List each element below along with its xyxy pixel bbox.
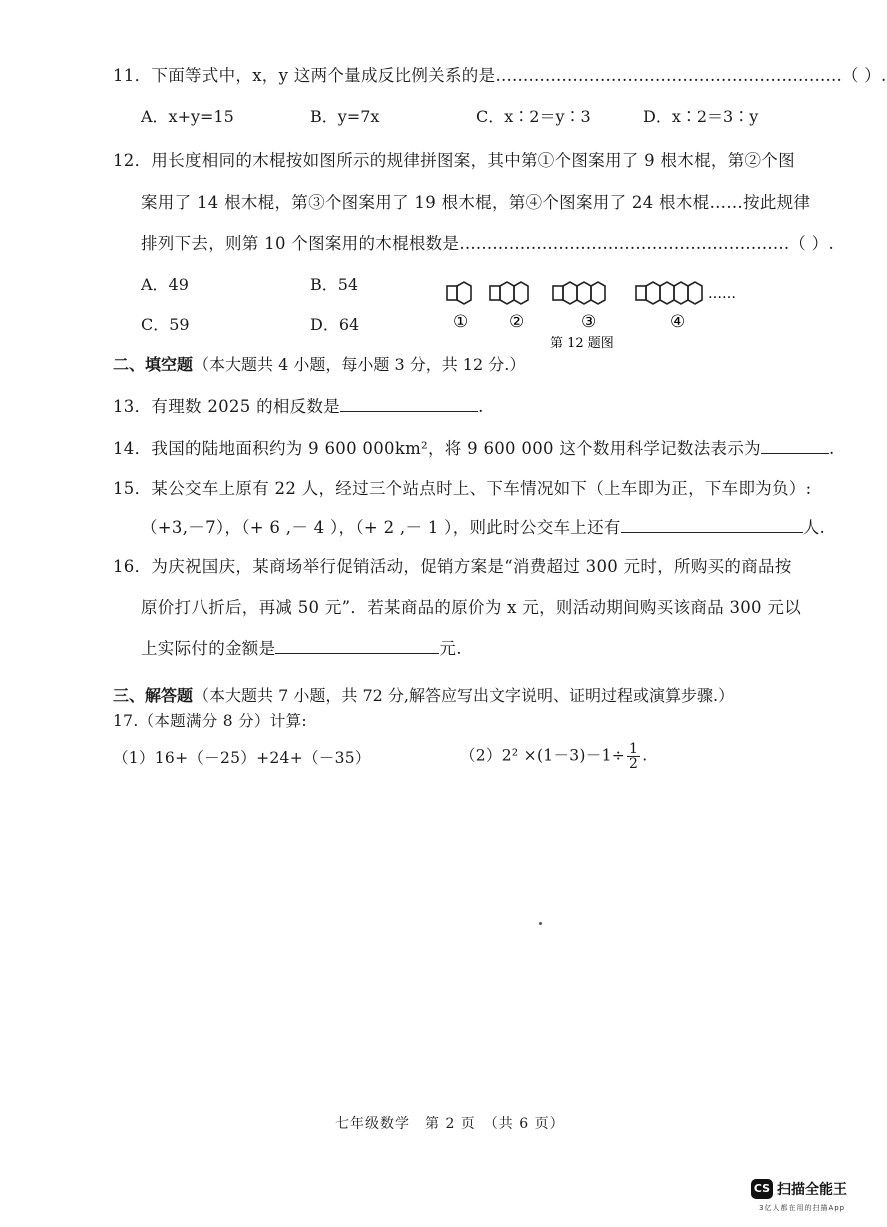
camscanner-tagline: 3亿人都在用的扫描App	[759, 1204, 846, 1212]
section2-note: （本大题共 4 小题，每小题 3 分，共 12 分.）	[193, 355, 526, 374]
q12-line3-text: 排列下去，则第 10 个图案用的木棍根数是	[141, 234, 460, 253]
q16-line3-text: 上实际付的金额是	[141, 639, 276, 658]
q12-line1: 12．用长度相同的木棍按如图所示的规律拼图案，其中第①个图案用了 9 根木棍，第②个图	[113, 151, 795, 170]
q11-stem-text: 11．下面等式中，x，y 这两个量成反比例关系的是	[113, 66, 496, 85]
q11-option-c: C．x∶2＝y∶3	[476, 107, 591, 126]
fraction-numerator: 1	[629, 741, 639, 757]
q15-end: 人.	[802, 518, 826, 537]
q11-option-b: B．y=7x	[310, 107, 380, 126]
fraction-denominator: 2	[629, 756, 639, 772]
q17-part2-prefix: （2）	[460, 746, 502, 765]
q17-part2	[460, 742, 647, 771]
camscanner-name: 扫描全能王	[777, 1182, 847, 1198]
q11-dots: ………………………………………………………	[495, 66, 842, 85]
section3-heading	[113, 683, 734, 706]
q17-part1: （1）16+（－25）+24+（－35）	[113, 749, 371, 767]
q12-answer-paren: （ ）.	[789, 234, 834, 253]
q11-option-a: A．x+y=15	[141, 107, 234, 126]
q13-answer-blank[interactable]	[340, 395, 478, 412]
section3-title: 三、解答题	[113, 686, 194, 705]
q16-answer-blank[interactable]	[275, 637, 439, 654]
q12-pattern-figure	[440, 272, 770, 362]
q16-end: 元.	[439, 639, 462, 658]
section2-title: 二、填空题	[113, 355, 194, 374]
q11-option-d: D．x∶2＝3∶y	[643, 107, 759, 126]
pattern-ellipsis: ……	[708, 286, 736, 302]
q14	[113, 435, 834, 459]
q16-line3	[141, 635, 462, 659]
q15-answer-blank[interactable]	[621, 516, 803, 533]
q14-text: 14．我国的陆地面积约为 9 600 000km²，将 9 600 000 这个数用科学记数法表示为	[113, 439, 761, 458]
q15-line1: 15．某公交车上原有 22 人，经过三个站点时上、下车情况如下（上车即为正，下车即为负）:	[113, 479, 812, 498]
q13	[113, 393, 484, 417]
q11-stem	[113, 62, 887, 86]
pattern-4	[636, 282, 702, 304]
q12-line2: 案用了 14 根木棍，第③个图案用了 19 根木棍，第④个图案用了 24 根木棍……按此规律	[141, 193, 811, 212]
q13-text: 13．有理数 2025 的相反数是	[113, 397, 341, 416]
q12-option-c: C．59	[141, 315, 190, 334]
q14-end: .	[828, 439, 835, 458]
pattern-3	[553, 282, 605, 304]
q17-part2-fraction	[627, 742, 640, 771]
q12-line3	[141, 230, 834, 254]
q17-part2-end: .	[642, 746, 648, 765]
q16-line1: 16．为庆祝国庆，某商场举行促销活动，促销方案是“消费超过 300 元时，所购买的商品按	[113, 557, 792, 576]
q15-line2	[141, 514, 825, 538]
pattern-label-2: ②	[509, 312, 525, 332]
q15-line2-text: （+3,－7），（+ 6 ,－ 4 ），（+ 2 ,－ 1 ），则此时公交车上还有	[141, 518, 621, 537]
pattern-label-1: ①	[453, 312, 469, 332]
scan-speck	[539, 922, 542, 925]
q16-line2: 原价打八折后，再减 50 元”．若某商品的原价为 x 元，则活动期间购买该商品 300 元以	[141, 598, 801, 617]
page-footer: 七年级数学 第 2 页 （共 6 页）	[335, 1116, 565, 1132]
pattern-2	[490, 282, 528, 304]
camscanner-logo-icon: CS	[751, 1179, 773, 1199]
q17-title: 17.（本题满分 8 分）计算:	[113, 712, 307, 730]
q12-option-b: B．54	[310, 275, 359, 294]
q11-answer-paren: （ ）.	[841, 66, 887, 85]
pattern-label-3: ③	[581, 312, 597, 332]
q12-option-d: D．64	[310, 315, 360, 334]
pattern-label-4: ④	[670, 312, 686, 332]
q14-answer-blank[interactable]	[761, 437, 829, 454]
figure-caption: 第 12 题图	[550, 336, 614, 351]
section3-note: （本大题共 7 小题，共 72 分,解答应写出文字说明、证明过程或演算步骤.）	[193, 686, 735, 705]
q12-option-a: A．49	[141, 275, 189, 294]
pattern-1	[447, 282, 471, 304]
section2-heading	[113, 352, 525, 375]
q13-end: .	[478, 397, 484, 416]
q12-dots: ……………………………………………………	[459, 234, 790, 253]
q17-part2-expr: 2² ×(1－3)－1÷	[501, 746, 626, 765]
